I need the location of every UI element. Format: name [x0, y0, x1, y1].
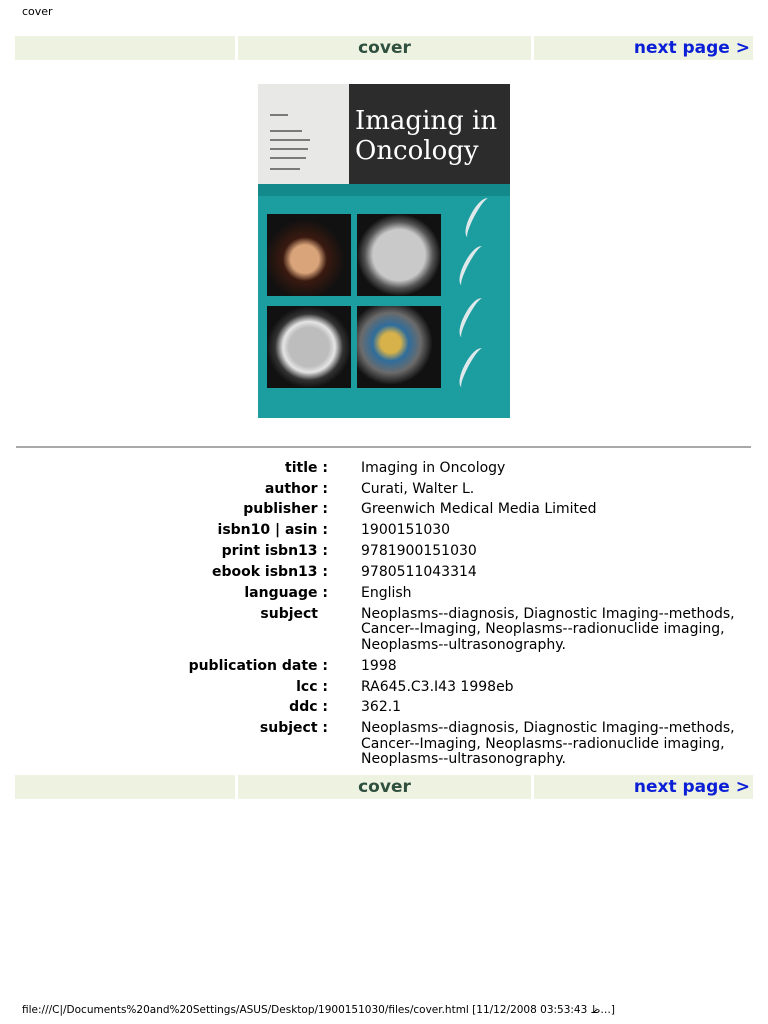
row-label: subject : [259, 720, 328, 737]
next-page-link[interactable]: next page > [534, 775, 753, 799]
next-page-link[interactable]: next page > [534, 36, 753, 60]
book-cover-image [258, 84, 510, 418]
nav-current-page: cover [238, 775, 531, 799]
row-label: lcc : [296, 678, 328, 695]
cover-title-line1: Imaging in [355, 106, 498, 136]
cover-credits-panel [258, 84, 349, 184]
cover-decoration [455, 243, 490, 289]
row-value: 362.1 [361, 699, 402, 716]
row-label: publication date : [188, 657, 328, 674]
cover-scan-image [267, 306, 351, 388]
row-value: 9781900151030 [361, 543, 477, 560]
row-value: 1900151030 [361, 522, 451, 539]
row-value: 9780511043314 [361, 564, 477, 581]
table-row [16, 479, 751, 500]
row-value: Greenwich Medical Media Limited [361, 501, 597, 518]
row-value: Imaging in Oncology [361, 459, 506, 476]
table-row [16, 542, 751, 563]
row-label: author : [264, 480, 328, 497]
table-row [16, 521, 751, 542]
row-label: ebook isbn13 : [211, 564, 328, 581]
row-value: Neoplasms--diagnosis, Diagnostic Imaging--methods, Cancer--Imaging, Neoplasms--radionuclide imaging, Neoplasms--ultrasonography. [361, 720, 735, 768]
book-metadata-table [16, 458, 751, 771]
row-label: subject [260, 605, 318, 622]
file-path-footer: file:///C|/Documents%20and%20Settings/ASUS/Desktop/1900151030/files/cover.html [11/12/2008 03:53:43 ظ…] [22, 1004, 615, 1016]
row-label: language : [244, 584, 328, 601]
row-value: Neoplasms--diagnosis, Diagnostic Imaging--methods, Cancer--Imaging, Neoplasms--radionuclide imaging, Neoplasms--ultrasonography. [361, 605, 735, 653]
table-row [16, 562, 751, 583]
table-row [16, 500, 751, 521]
nav-empty-cell [15, 36, 235, 60]
row-label: ddc : [289, 699, 328, 716]
row-value: English [361, 584, 412, 601]
divider [16, 446, 751, 448]
cover-strip [258, 184, 510, 196]
row-label: publisher : [243, 501, 328, 518]
cover-scan-image [357, 306, 441, 388]
cover-title-line2: Oncology [355, 136, 479, 166]
nav-empty-cell [15, 775, 235, 799]
table-row [16, 677, 751, 698]
cover-decoration [455, 345, 490, 391]
cover-decoration [461, 195, 496, 241]
cover-title-box [349, 84, 510, 184]
table-row [16, 583, 751, 604]
row-label: isbn10 | asin : [217, 522, 328, 539]
row-value: Curati, Walter L. [361, 480, 475, 497]
page-title: cover [22, 5, 53, 18]
table-row [16, 604, 751, 656]
nav-current-page: cover [238, 36, 531, 60]
row-label: print isbn13 : [221, 543, 328, 560]
table-row [16, 719, 751, 771]
cover-decoration [455, 295, 490, 341]
top-navigation-bar [15, 36, 753, 60]
row-value: 1998 [361, 657, 397, 674]
table-row [16, 656, 751, 677]
table-row [16, 698, 751, 719]
cover-scan-image [267, 214, 351, 296]
bottom-navigation-bar [15, 775, 753, 799]
row-label: title : [285, 459, 328, 476]
row-value: RA645.C3.I43 1998eb [361, 678, 514, 695]
cover-scan-image [357, 214, 441, 296]
table-row [16, 458, 751, 479]
